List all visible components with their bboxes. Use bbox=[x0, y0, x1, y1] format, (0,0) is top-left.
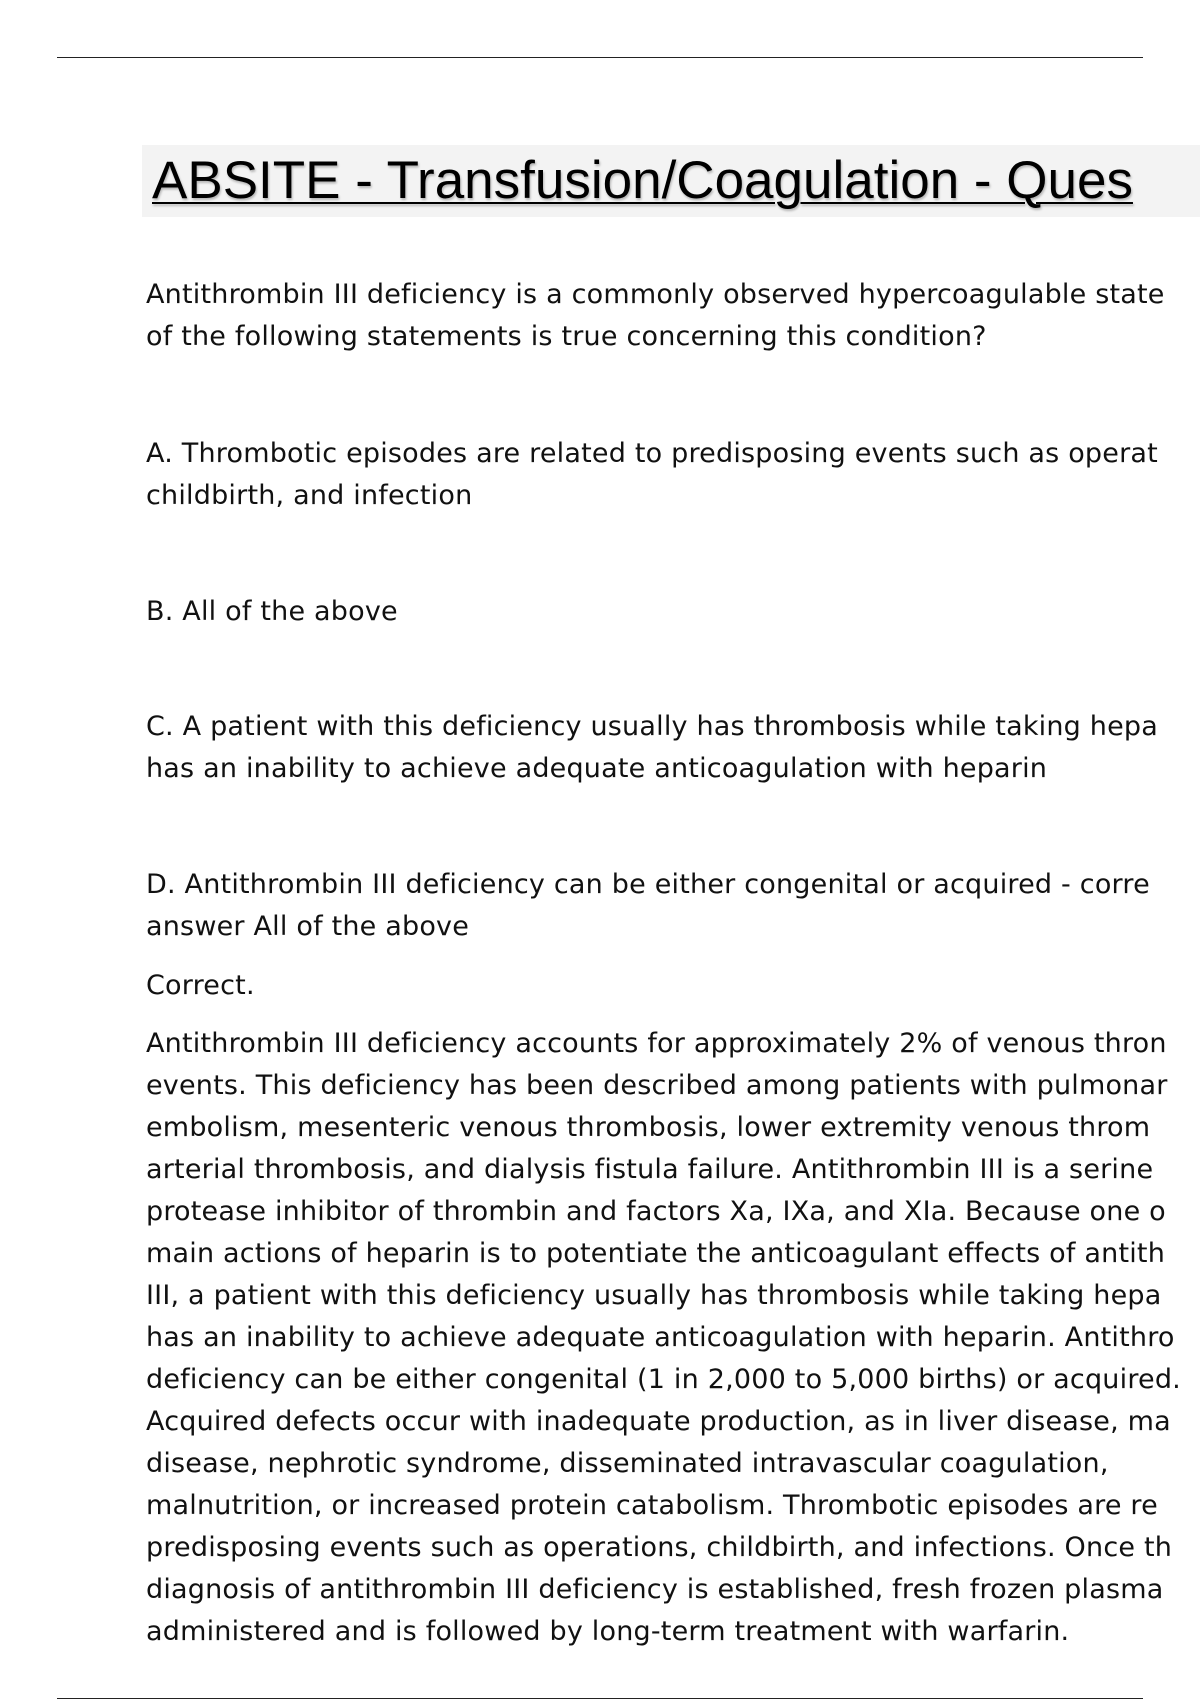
explanation-line: embolism, mesenteric venous thrombosis, lower extremity venous throm bbox=[146, 1112, 1151, 1143]
option-c-line: has an inability to achieve adequate anticoagulation with heparin bbox=[146, 753, 1048, 784]
result-text: Correct. bbox=[146, 970, 255, 1001]
option-a-line: A. Thrombotic episodes are related to predisposing events such as operat bbox=[146, 438, 1158, 469]
option-b bbox=[146, 591, 398, 633]
explanation-line: Acquired defects occur with inadequate production, as in liver disease, ma bbox=[146, 1406, 1171, 1437]
option-d-line: D. Antithrombin III deficiency can be either congenital or acquired - corre bbox=[146, 869, 1150, 900]
explanation-line: malnutrition, or increased protein catabolism. Thrombotic episodes are re bbox=[146, 1490, 1158, 1521]
explanation-line: main actions of heparin is to potentiate the anticoagulant effects of antith bbox=[146, 1238, 1166, 1269]
option-c bbox=[146, 706, 1158, 790]
explanation-line: deficiency can be either congenital (1 in 2,000 to 5,000 births) or acquired. bbox=[146, 1364, 1181, 1395]
explanation-line: diagnosis of antithrombin III deficiency is established, fresh frozen plasma bbox=[146, 1574, 1164, 1605]
explanation-line: arterial thrombosis, and dialysis fistula failure. Antithrombin III is a serine bbox=[146, 1154, 1154, 1185]
explanation-line: Antithrombin III deficiency accounts for approximately 2% of venous thron bbox=[146, 1028, 1167, 1059]
option-a-line: childbirth, and infection bbox=[146, 480, 473, 511]
explanation-line: events. This deficiency has been described among patients with pulmonar bbox=[146, 1070, 1168, 1101]
option-a bbox=[146, 433, 1158, 517]
question-text bbox=[146, 274, 1165, 358]
explanation-text bbox=[146, 1023, 1181, 1653]
bottom-rule bbox=[57, 1698, 1143, 1699]
option-d bbox=[146, 864, 1150, 948]
explanation-line: administered and is followed by long-term treatment with warfarin. bbox=[146, 1616, 1070, 1647]
result-label bbox=[146, 965, 255, 1007]
explanation-line: disease, nephrotic syndrome, disseminated intravascular coagulation, bbox=[146, 1448, 1109, 1479]
explanation-line: predisposing events such as operations, childbirth, and infections. Once th bbox=[146, 1532, 1173, 1563]
option-c-line: C. A patient with this deficiency usually has thrombosis while taking hepa bbox=[146, 711, 1158, 742]
option-d-line: answer All of the above bbox=[146, 911, 470, 942]
top-rule bbox=[57, 57, 1143, 58]
option-b-line: B. All of the above bbox=[146, 596, 398, 627]
question-line: Antithrombin III deficiency is a commonly observed hypercoagulable state bbox=[146, 279, 1165, 310]
explanation-line: III, a patient with this deficiency usually has thrombosis while taking hepa bbox=[146, 1280, 1162, 1311]
explanation-line: protease inhibitor of thrombin and factors Xa, IXa, and XIa. Because one o bbox=[146, 1196, 1166, 1227]
title-banner bbox=[142, 145, 1200, 217]
explanation-line: has an inability to achieve adequate anticoagulation with heparin. Antithro bbox=[146, 1322, 1175, 1353]
page-title: ABSITE - Transfusion/Coagulation - Ques bbox=[152, 151, 1133, 210]
question-line: of the following statements is true concerning this condition? bbox=[146, 321, 987, 352]
